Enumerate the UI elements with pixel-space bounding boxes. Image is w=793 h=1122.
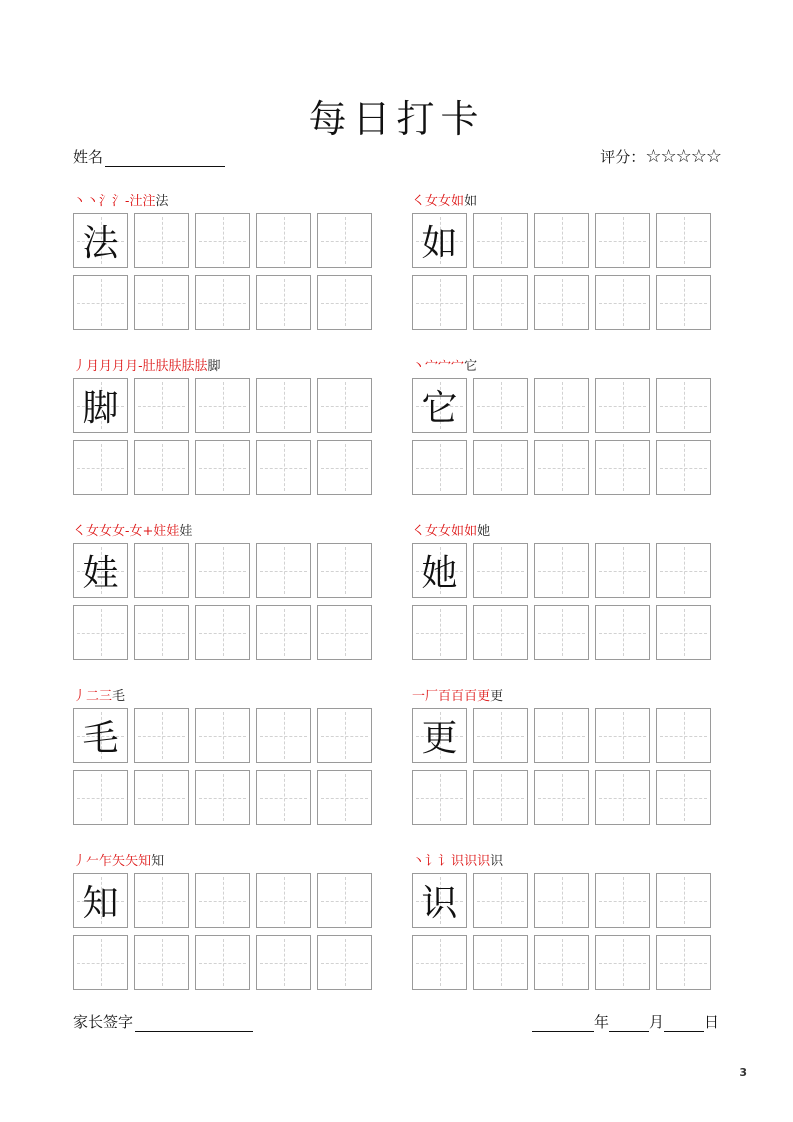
writing-box[interactable] [656, 378, 711, 433]
stroke-step: 女 [99, 524, 113, 539]
box-row [73, 935, 372, 990]
stroke-step: 𠂉 [86, 854, 100, 869]
writing-box[interactable] [534, 440, 589, 495]
writing-box[interactable] [73, 440, 128, 495]
box-row [73, 440, 372, 495]
writing-box[interactable] [134, 213, 189, 268]
stroke-step: 如 [464, 194, 478, 209]
writing-box[interactable] [195, 275, 250, 330]
writing-box[interactable] [534, 378, 589, 433]
writing-box[interactable] [317, 708, 372, 763]
writing-box[interactable] [73, 543, 128, 598]
writing-box[interactable] [195, 935, 250, 990]
writing-box[interactable] [317, 543, 372, 598]
stroke-step: 女 [438, 194, 452, 209]
writing-box[interactable] [412, 378, 467, 433]
stroke-step: 注 [142, 194, 156, 209]
writing-box[interactable] [256, 275, 311, 330]
year-blank[interactable] [532, 1013, 594, 1032]
writing-box[interactable] [595, 708, 650, 763]
writing-box[interactable] [473, 770, 528, 825]
writing-box[interactable] [473, 708, 528, 763]
stroke-step: 胠 [194, 359, 208, 374]
writing-box[interactable] [534, 213, 589, 268]
stroke-step: 丿 [73, 854, 87, 869]
stroke-step: 二 [86, 689, 100, 704]
writing-box[interactable] [534, 543, 589, 598]
writing-box[interactable] [412, 275, 467, 330]
stroke-step: 氵 [99, 194, 113, 209]
page-title: 每日打卡 [308, 97, 485, 141]
writing-box[interactable] [256, 708, 311, 763]
writing-box[interactable] [73, 213, 128, 268]
writing-box[interactable] [256, 605, 311, 660]
stroke-step: 月 [86, 359, 100, 374]
writing-box[interactable] [256, 378, 311, 433]
stroke-step: 识 [464, 854, 478, 869]
parent-signature-label: 家长签字 [73, 1013, 134, 1031]
writing-box[interactable] [412, 708, 467, 763]
stroke-order [412, 355, 477, 374]
stroke-step: 丶 [412, 854, 426, 869]
writing-box[interactable] [134, 440, 189, 495]
model-character: 毛 [82, 718, 119, 759]
stroke-step: 肤 [168, 359, 182, 374]
writing-box[interactable] [473, 605, 528, 660]
name-field [73, 146, 225, 167]
writing-box[interactable] [473, 935, 528, 990]
model-character: 脚 [82, 388, 119, 429]
stroke-step: 更 [490, 689, 504, 704]
stroke-order [412, 520, 490, 539]
writing-box[interactable] [534, 275, 589, 330]
writing-box[interactable] [317, 275, 372, 330]
writing-box[interactable] [195, 770, 250, 825]
stroke-step: 一 [412, 689, 426, 704]
stroke-order [73, 850, 164, 869]
box-row [73, 275, 372, 330]
writing-box[interactable] [473, 873, 528, 928]
parent-signature [73, 1011, 253, 1032]
writing-box[interactable] [595, 543, 650, 598]
stroke-step: 妵 [153, 524, 167, 539]
date-field [532, 1011, 719, 1032]
box-row [412, 935, 711, 990]
stroke-order [73, 190, 169, 209]
stroke-order [412, 190, 477, 209]
writing-box[interactable] [134, 275, 189, 330]
writing-box[interactable] [595, 440, 650, 495]
writing-box[interactable] [134, 378, 189, 433]
writing-box[interactable] [317, 378, 372, 433]
writing-box[interactable] [256, 543, 311, 598]
stroke-step: 丿 [73, 359, 87, 374]
stroke-step: 宀 [451, 359, 465, 374]
stroke-step: 它 [464, 359, 478, 374]
writing-box[interactable] [256, 935, 311, 990]
box-row [73, 873, 372, 928]
writing-box[interactable] [73, 770, 128, 825]
day-blank[interactable] [664, 1013, 704, 1032]
writing-box[interactable] [317, 213, 372, 268]
stroke-order [73, 355, 221, 374]
day-label: 日 [703, 1013, 719, 1031]
model-character: 如 [421, 223, 458, 264]
stroke-step: 丿 [73, 689, 87, 704]
stroke-step: 毛 [112, 689, 126, 704]
stroke-order [412, 850, 503, 869]
stroke-step: 丶 [73, 194, 87, 209]
stroke-step: 女- [112, 524, 130, 539]
writing-box[interactable] [595, 935, 650, 990]
writing-box[interactable] [595, 873, 650, 928]
stroke-step: 识 [490, 854, 504, 869]
writing-box[interactable] [134, 770, 189, 825]
writing-box[interactable] [73, 605, 128, 660]
writing-box[interactable] [534, 935, 589, 990]
stroke-step: 宀 [438, 359, 452, 374]
writing-box[interactable] [317, 605, 372, 660]
stroke-step: 娃 [166, 524, 180, 539]
stroke-step: 胠 [181, 359, 195, 374]
stroke-step: 厂 [425, 689, 439, 704]
writing-box[interactable] [317, 873, 372, 928]
score-label: 评分： [600, 148, 646, 166]
writing-box[interactable] [195, 543, 250, 598]
box-row [73, 213, 372, 268]
stroke-order [73, 685, 125, 704]
stroke-step: 汢 [129, 194, 143, 209]
writing-box[interactable] [256, 873, 311, 928]
stroke-step: 百 [438, 689, 452, 704]
box-row [73, 605, 372, 660]
stroke-step: ㇛ [412, 524, 426, 539]
writing-box[interactable] [534, 708, 589, 763]
writing-box[interactable] [656, 440, 711, 495]
writing-box[interactable] [73, 378, 128, 433]
stroke-step: 丶 [412, 359, 426, 374]
stroke-step: 如 [464, 524, 478, 539]
stroke-step: 更 [477, 689, 491, 704]
writing-box[interactable] [656, 275, 711, 330]
writing-box[interactable] [656, 605, 711, 660]
writing-box[interactable] [473, 213, 528, 268]
model-character: 识 [421, 883, 458, 924]
writing-box[interactable] [73, 935, 128, 990]
stroke-step: 月 [99, 359, 113, 374]
box-row [73, 543, 372, 598]
model-character: 法 [82, 223, 119, 264]
writing-box[interactable] [256, 440, 311, 495]
writing-box[interactable] [534, 873, 589, 928]
name-label: 姓名 [73, 148, 104, 166]
rating-stars[interactable]: ☆☆☆☆☆ [645, 146, 721, 167]
stroke-step: 脚 [207, 359, 221, 374]
writing-box[interactable] [534, 770, 589, 825]
writing-box[interactable] [473, 440, 528, 495]
stroke-step: 月 [112, 359, 126, 374]
model-character: 娃 [82, 553, 119, 594]
model-character: 它 [421, 388, 458, 429]
stroke-step: 如 [451, 194, 465, 209]
writing-box[interactable] [256, 213, 311, 268]
writing-box[interactable] [73, 708, 128, 763]
writing-box[interactable] [73, 873, 128, 928]
stroke-step: 如 [451, 524, 465, 539]
writing-box[interactable] [595, 213, 650, 268]
writing-box[interactable] [195, 708, 250, 763]
writing-box[interactable] [473, 275, 528, 330]
box-row [412, 770, 711, 825]
stroke-step: 女 [86, 524, 100, 539]
writing-box[interactable] [134, 935, 189, 990]
month-label: 月 [648, 1013, 664, 1031]
stroke-order [73, 520, 192, 539]
stroke-step: 讠 [425, 854, 439, 869]
stroke-step: 肚 [142, 359, 156, 374]
writing-box[interactable] [134, 543, 189, 598]
box-row [73, 708, 372, 763]
writing-box[interactable] [656, 873, 711, 928]
writing-box[interactable] [195, 378, 250, 433]
writing-box[interactable] [656, 213, 711, 268]
stroke-step: 识 [451, 854, 465, 869]
stroke-step: 月- [125, 359, 143, 374]
stroke-step: 女 [425, 194, 439, 209]
parent-signature-line[interactable] [135, 1013, 253, 1032]
model-character: 更 [421, 718, 458, 759]
year-label: 年 [593, 1013, 609, 1031]
writing-box[interactable] [656, 708, 711, 763]
stroke-step: ㇛ [73, 524, 87, 539]
score-field [600, 146, 721, 167]
stroke-step: 女 [438, 524, 452, 539]
stroke-step: 矢 [125, 854, 139, 869]
writing-box[interactable] [134, 873, 189, 928]
box-row [412, 378, 711, 433]
box-row [412, 275, 711, 330]
stroke-step: 法 [155, 194, 169, 209]
stroke-step: 三 [99, 689, 113, 704]
writing-box[interactable] [195, 873, 250, 928]
writing-box[interactable] [656, 935, 711, 990]
stroke-step: 知 [151, 854, 165, 869]
stroke-step: 百 [464, 689, 478, 704]
box-row [73, 770, 372, 825]
writing-box[interactable] [473, 543, 528, 598]
page-number: 3 [739, 1066, 747, 1079]
writing-box[interactable] [317, 770, 372, 825]
writing-box[interactable] [656, 770, 711, 825]
writing-box[interactable] [473, 378, 528, 433]
writing-box[interactable] [256, 770, 311, 825]
name-input-line[interactable] [105, 148, 225, 167]
writing-box[interactable] [412, 935, 467, 990]
box-row [73, 378, 372, 433]
stroke-step: ㇛ [412, 194, 426, 209]
stroke-step: 氵- [112, 194, 130, 209]
stroke-step: 百 [451, 689, 465, 704]
stroke-step: 识 [477, 854, 491, 869]
box-row [412, 543, 711, 598]
writing-box[interactable] [595, 378, 650, 433]
writing-box[interactable] [134, 605, 189, 660]
writing-box[interactable] [134, 708, 189, 763]
writing-box[interactable] [317, 935, 372, 990]
stroke-step: 宀 [425, 359, 439, 374]
writing-box[interactable] [656, 543, 711, 598]
writing-box[interactable] [412, 605, 467, 660]
box-row [412, 873, 711, 928]
stroke-order [412, 685, 503, 704]
model-character: 知 [82, 883, 119, 924]
writing-box[interactable] [534, 605, 589, 660]
stroke-step: 丶 [86, 194, 100, 209]
stroke-step: 女+ [129, 524, 154, 539]
writing-box[interactable] [195, 440, 250, 495]
box-row [412, 708, 711, 763]
writing-box[interactable] [412, 873, 467, 928]
stroke-step: 矢 [112, 854, 126, 869]
stroke-step: 讠 [438, 854, 452, 869]
writing-box[interactable] [317, 440, 372, 495]
writing-box[interactable] [412, 213, 467, 268]
box-row [412, 440, 711, 495]
box-row [412, 605, 711, 660]
writing-box[interactable] [595, 275, 650, 330]
writing-box[interactable] [412, 770, 467, 825]
stroke-step: 女 [425, 524, 439, 539]
model-character: 她 [421, 553, 458, 594]
month-blank[interactable] [609, 1013, 649, 1032]
stroke-step: 她 [477, 524, 491, 539]
writing-box[interactable] [595, 770, 650, 825]
writing-box[interactable] [195, 213, 250, 268]
writing-box[interactable] [195, 605, 250, 660]
box-row [412, 213, 711, 268]
stroke-step: 肤 [155, 359, 169, 374]
writing-box[interactable] [595, 605, 650, 660]
stroke-step: 乍 [99, 854, 113, 869]
writing-box[interactable] [412, 543, 467, 598]
stroke-step: 知 [138, 854, 152, 869]
stroke-step: 娃 [179, 524, 193, 539]
writing-box[interactable] [73, 275, 128, 330]
writing-box[interactable] [412, 440, 467, 495]
